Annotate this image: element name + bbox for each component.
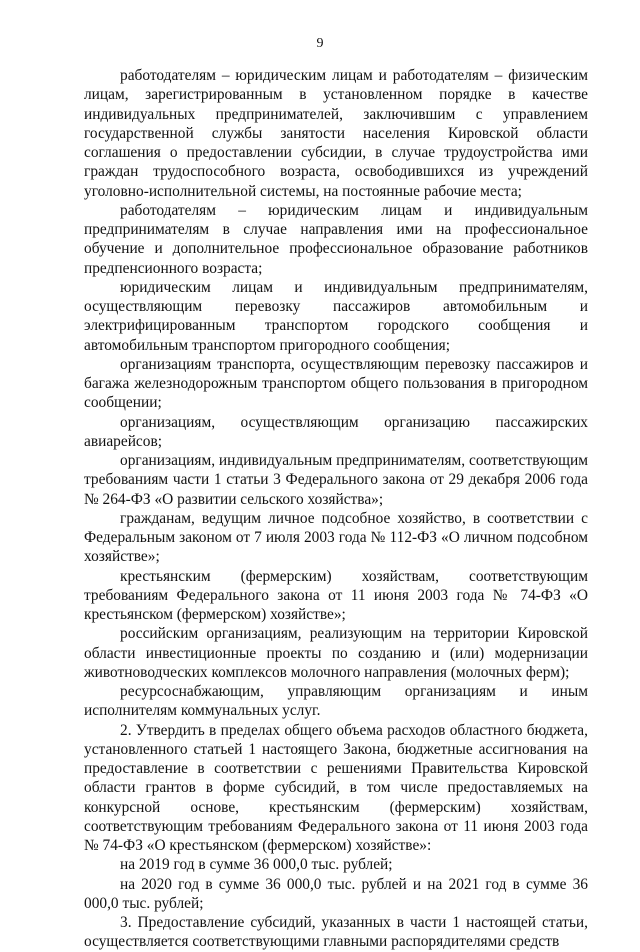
paragraph-section-3: 3. Предоставление субсидий, указанных в части 1 настоящей статьи, осуществляется соответствующими главными распорядителями средств (84, 914, 588, 951)
paragraph-amount-2019: на 2019 год в сумме 36 000,0 тыс. рублей; (120, 856, 393, 874)
paragraph-air-flights: организациям, осуществляющим организацию пассажирских авиарейсов; (84, 413, 588, 450)
paragraph-personal-farms: гражданам, ведущим личное подсобное хозяйство, в соответствии с Федеральным законом от 7 июля 2003 года № 112-ФЗ «О личном подсобном хозяйстве»; (84, 509, 588, 566)
paragraph-urban-transport: юридическим лицам и индивидуальным предпринимателям, осуществляющим перевозку пассажиров автомобильным и электрифицированным транспортом городского сообщения и автомобильным транспортом пригородного сообщения; (84, 278, 588, 354)
page-number: 9 (316, 36, 324, 51)
paragraph-employers-released-persons: работодателям – юридическим лицам и работодателям – физическим лицам, зарегистрированным в установленном порядке в качестве индивидуальных предпринимателей, заключившим с управлением государственной службы занятости населения Кировской области соглашения о предоставлении субсидии, в случае трудоустройства ими граждан трудоспособного возраста, освободившихся из учреждений уголовно-исполнительной системы, на постоянные рабочие места; (84, 67, 588, 200)
paragraph-employers-pre-retirement: работодателям – юридическим лицам и индивидуальным предпринимателям в случае направления ими на профессиональное обучение и дополнительное профессиональное образование работников предпенсионного возраста; (84, 201, 588, 277)
paragraph-railway-transport: организациям транспорта, осуществляющим перевозку пассажиров и багажа железнодорожным транспортом общего пользования в пригородном сообщении; (84, 355, 588, 412)
paragraph-dairy-complexes: российским организациям, реализующим на территории Кировской области инвестиционные проекты по созданию и (или) модернизации животноводческих комплексов молочного направления (молочных ферм); (84, 625, 588, 681)
document-body (84, 66, 588, 952)
paragraph-agriculture-organizations: организациям, индивидуальным предпринимателям, соответствующим требованиям части 1 статьи 3 Федерального закона от 29 декабря 2006 года № 264-ФЗ «О развитии сельского хозяйства»; (84, 452, 588, 508)
paragraph-amount-2020-2021: на 2020 год в сумме 36 000,0 тыс. рублей и на 2021 год в сумме 36 000,0 тыс. рублей; (84, 875, 588, 912)
paragraph-peasant-farms: крестьянским (фермерским) хозяйствам, соответствующим требованиям Федерального закона от 11 июня 2003 года № 74-ФЗ «О крестьянском (фермерском) хозяйстве»; (84, 567, 588, 623)
paragraph-section-2: 2. Утвердить в пределах общего объема расходов областного бюджета, установленного статьей 1 настоящего Закона, бюджетные ассигнования на предоставление в соответствии с решениями Правительства Кировской области грантов в форме субсидий, в том числе предоставляемых на конкурсной основе, крестьянским (фермерским) хозяйствам, соответствующим требованиям Федерального закона от 11 июня 2003 года № 74-ФЗ «О крестьянском (фермерском) хозяйстве»: (84, 721, 588, 854)
paragraph-utility-providers: ресурсоснабжающим, управляющим организациям и иным исполнителям коммунальных услуг. (84, 683, 588, 720)
